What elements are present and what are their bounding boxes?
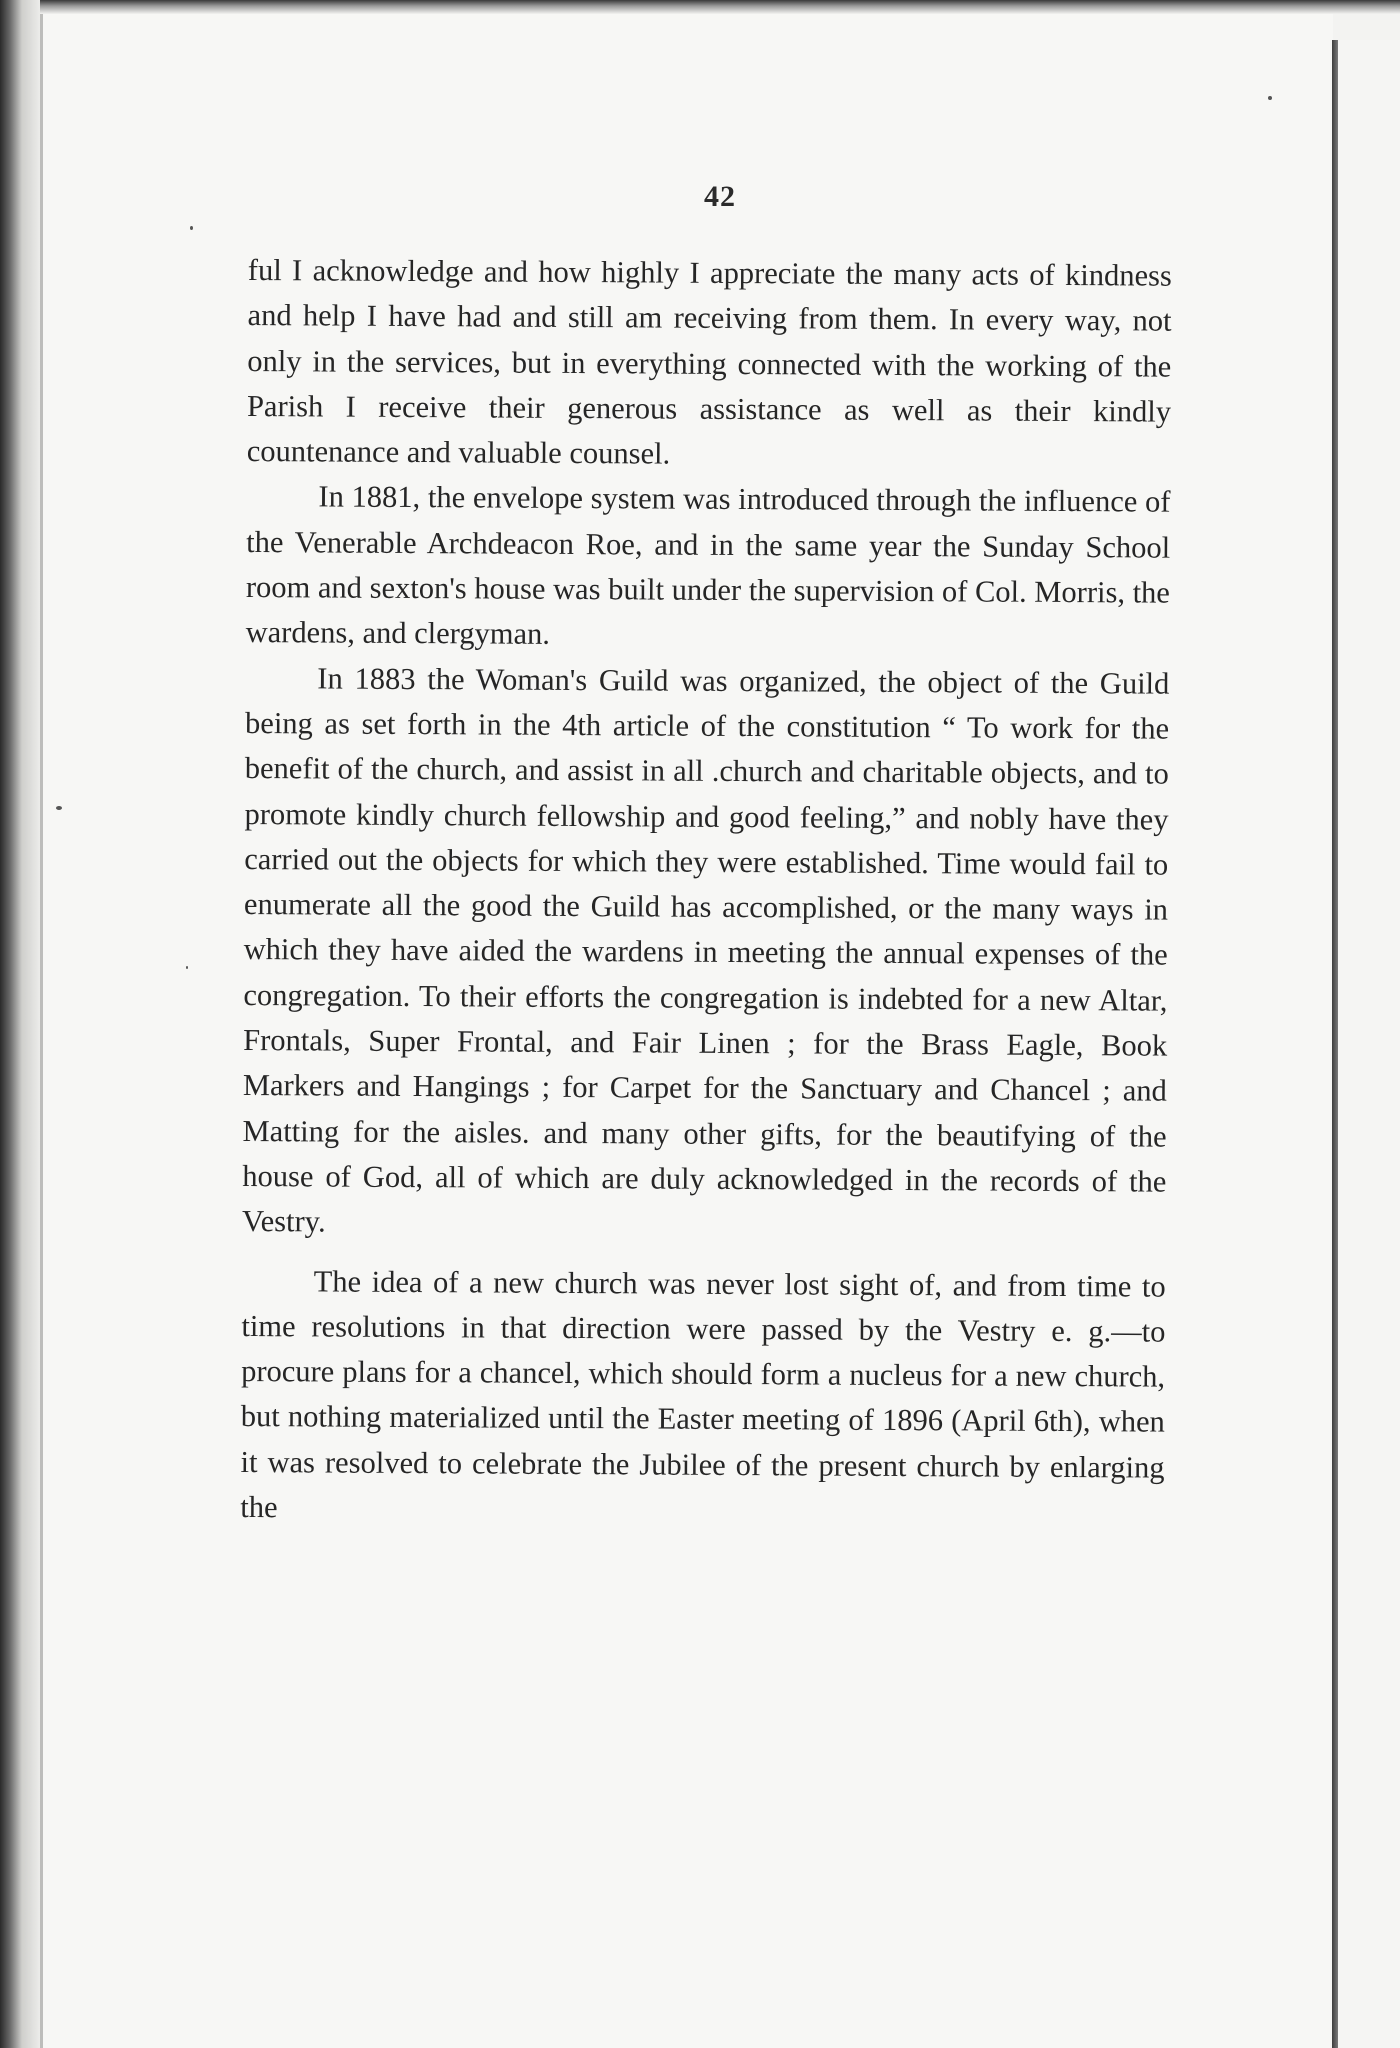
paragraph-1883-womans-guild: In 1883 the Woman's Guild was organized, the object of the Guild being as set forth in the 4th article of the constitution “ To work for the benefit of the church, and assist in all .church and charitable objects, and to promote kindly church fellowship and good feeling,” and nobly have they carried out the objects for which they were established. Time would fail to enumerate all the good the Guild has accomplished, or the many ways in which they have aided the wardens in meeting the annual expenses of the congregation. To their efforts the congregation is indebted for a new Altar, Frontals, Super Frontal, and Fair Linen ; for the Brass Eagle, Book Markers and Hangings ; for Carpet for the Sanctuary and Chancel ; and Matting for the aisles. and many other gifts, for the beautifying of the house of God, all of which are duly acknowledged in the records of the Vestry. xyxy=(241,661,1170,1239)
scan-speck xyxy=(190,226,193,230)
scan-edge-left xyxy=(0,0,40,2048)
body-text xyxy=(240,248,1172,1536)
page-number: 42 xyxy=(704,180,736,213)
paragraph-new-church: The idea of a new church was never lost sight of, and from time to time resolutions in that direction were passed by the Vestry e. g.—to procure plans for a chancel, which should form a nucleus for a new church, but nothing materialized until the Easter meeting of 1896 (April 6th), when it was resolved to celebrate the Jubilee of the present church by enlarging the xyxy=(240,1263,1166,1525)
paragraph-continuation: ful I acknowledge and how highly I appreciate the many acts of kindness and help I have had and still am receiving from them. In every way, not only in the services, but in everything connected with the working of the Parish I receive their generous assistance as well as their kindly countenance and valuable counsel. xyxy=(246,252,1172,471)
right-page-edge xyxy=(1332,40,1338,2048)
right-margin xyxy=(1330,40,1400,2048)
scan-speck xyxy=(186,966,188,969)
scan-edge-top xyxy=(0,0,1400,14)
paragraph-1881: In 1881, the envelope system was introduced through the influence of the Venerable Archdeacon Roe, and in the same year the Sunday School room and sexton's house was built under the supervision of Col. Morris, the wardens, and clergyman. xyxy=(245,479,1171,652)
scan-speck xyxy=(1268,96,1272,100)
scan-speck xyxy=(56,806,62,810)
